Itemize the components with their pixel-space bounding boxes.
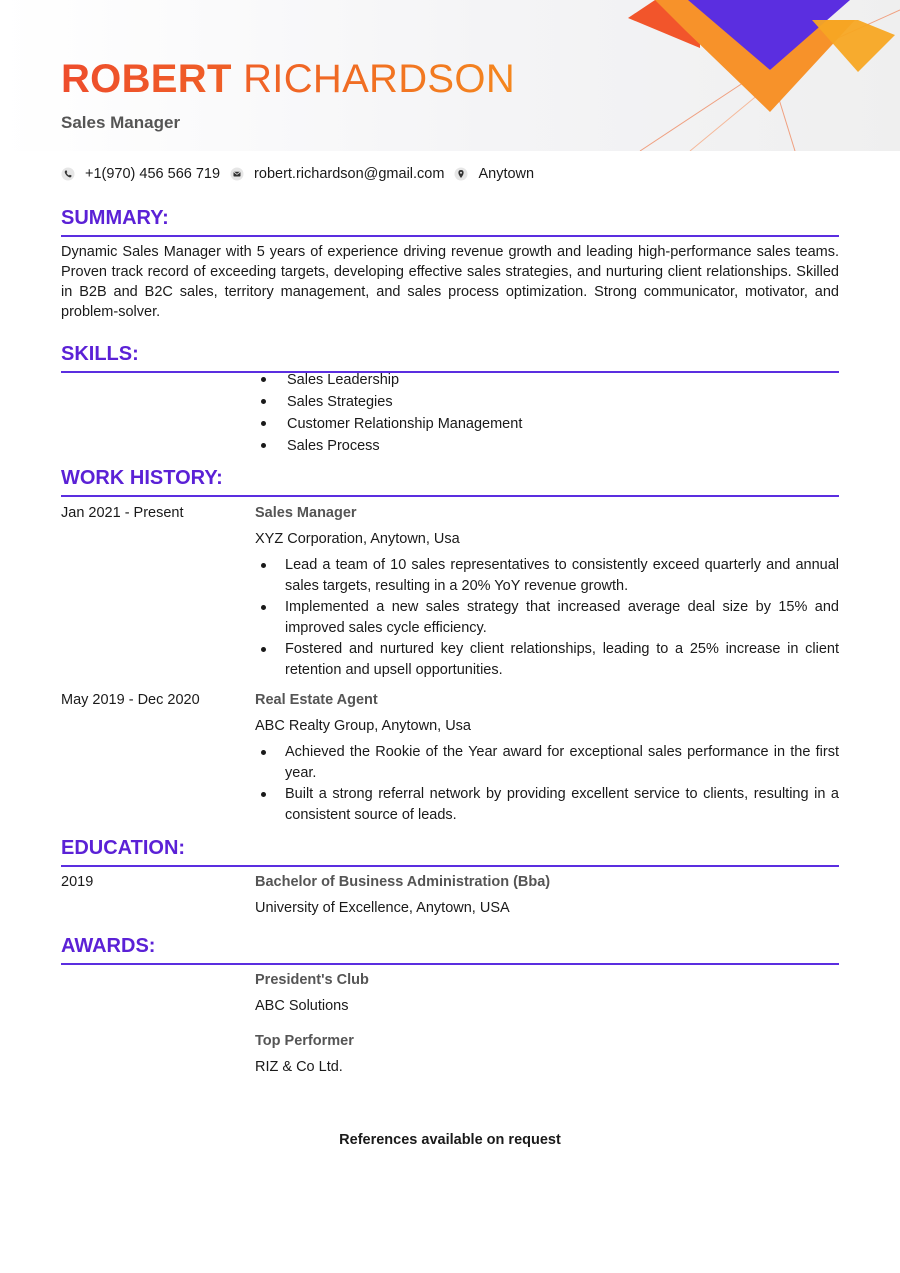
section-title-education: EDUCATION: (61, 837, 186, 859)
list-item: Implemented a new sales strategy that increased average deal size by 15% and improved sales cycle efficiency. (255, 597, 839, 639)
job-organization: XYZ Corporation, Anytown, Usa (255, 531, 460, 547)
references-note: References available on request (339, 1132, 561, 1148)
section-divider (61, 865, 839, 867)
list-item: Built a strong referral network by providing excellent service to clients, resulting in a consistent source of leads. (255, 784, 839, 826)
award-name: Top Performer (255, 1033, 354, 1049)
list-item: Sales Process (255, 435, 839, 457)
section-title-summary: SUMMARY: (61, 207, 169, 229)
section-title-skills: SKILLS: (61, 343, 139, 365)
list-item: Lead a team of 10 sales representatives to consistently exceed quarterly and annual sales targets, resulting in a 20% YoY revenue growth. (255, 555, 839, 597)
job-role: Sales Manager (255, 505, 357, 521)
last-name: RICHARDSON (243, 57, 516, 101)
section-divider (61, 495, 839, 497)
job-organization: ABC Realty Group, Anytown, Usa (255, 718, 471, 734)
award-name: President's Club (255, 972, 369, 988)
phone-number[interactable]: +1(970) 456 566 719 (85, 166, 221, 182)
degree: Bachelor of Business Administration (Bba) (255, 874, 551, 890)
summary-text: Dynamic Sales Manager with 5 years of experience driving revenue growth and leading high-performance sales teams. Proven track record of exceeding targets, developing effective sales strategies, and nurturing client relationships. Skilled in B2B and B2C sales, territory management, and sales process optimization. Strong communicator, motivator, and problem-solver. (61, 244, 839, 320)
list-item: Customer Relationship Management (255, 413, 839, 435)
section-title-awards: AWARDS: (61, 935, 156, 957)
summary-section (61, 205, 839, 237)
job-role: Real Estate Agent (255, 692, 378, 708)
job-dates: Jan 2021 - Present (61, 505, 184, 521)
education-year: 2019 (61, 874, 94, 890)
list-item: Sales Strategies (255, 391, 839, 413)
section-title-work-history: WORK HISTORY: (61, 467, 223, 489)
education-section (61, 835, 839, 867)
location-pin-icon (454, 167, 468, 181)
location: Anytown (478, 166, 535, 182)
awards-section (61, 933, 839, 965)
email-address[interactable]: robert.richardson@gmail.com (254, 166, 445, 182)
first-name: ROBERT (61, 57, 232, 101)
header-banner (0, 0, 900, 151)
section-divider (61, 235, 839, 237)
phone-icon (61, 167, 75, 181)
job-bullets (255, 742, 839, 826)
list-item: Fostered and nurtured key client relationships, leading to a 25% increase in client retention and upsell opportunities. (255, 639, 839, 681)
job-dates: May 2019 - Dec 2020 (61, 692, 200, 708)
job-bullets (255, 555, 839, 681)
list-item: Achieved the Rookie of the Year award for exceptional sales performance in the first year. (255, 742, 839, 784)
award-organization: RIZ & Co Ltd. (255, 1059, 343, 1075)
award-organization: ABC Solutions (255, 998, 349, 1014)
job-title: Sales Manager (61, 113, 181, 132)
section-divider (61, 963, 839, 965)
list-item: Sales Leadership (255, 369, 839, 391)
school: University of Excellence, Anytown, USA (255, 900, 510, 916)
candidate-name (61, 57, 515, 101)
work-history-section (61, 465, 839, 497)
contact-line (61, 164, 544, 184)
email-icon (230, 167, 244, 181)
skills-list (255, 369, 839, 457)
